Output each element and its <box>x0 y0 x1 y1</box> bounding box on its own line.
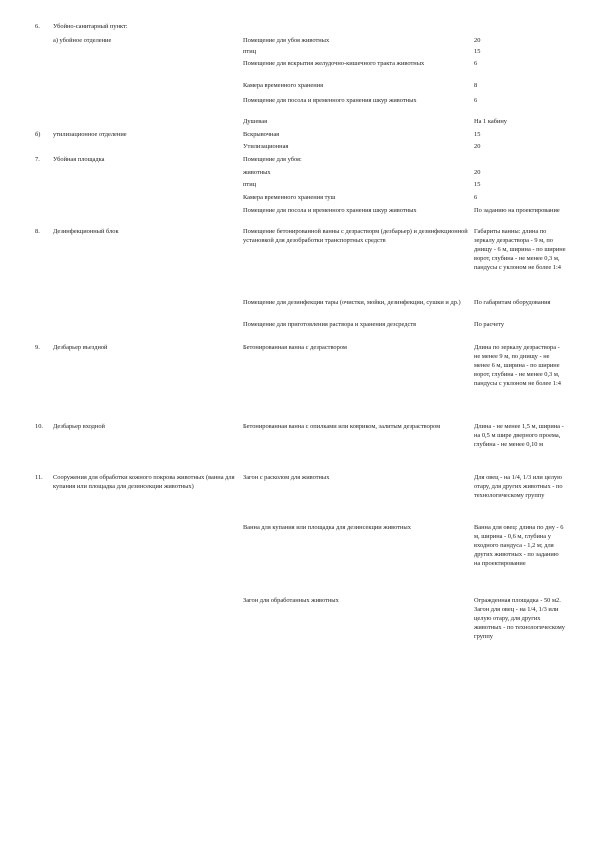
room-name: Загон с расколом для животных <box>243 474 330 481</box>
area-value: 8 <box>474 82 478 89</box>
item-number: 9. <box>35 344 40 351</box>
facility-name: Сооружения для обработки кожного покрова животных (ванна для купания или площадка для дезинсекции животных) <box>53 474 235 490</box>
room-name: Вскрывочная <box>243 131 280 138</box>
room-name: птиц <box>243 181 257 188</box>
area-value: 15 <box>474 181 481 188</box>
facility-name: Убойная площадка <box>53 156 105 163</box>
room-name: Помещение для посола и временного хранения шкур животных <box>243 97 417 104</box>
facility-name: Дезбарьер входной <box>53 423 105 430</box>
room-name: Помещение для дезинфекции тары (очистки, мойки, дезинфекции, сушки и др.) <box>243 299 461 306</box>
room-name: Помещение бетонированной ванны с дезрастворм (дезбарьер) и дезинфекционной установкой для дезобработки транспортных средств <box>243 228 468 244</box>
room-name: Душевая <box>243 118 268 125</box>
area-value: По расчету <box>474 321 505 328</box>
area-value: Для овец - на 1/4, 1/3 или целую отару, для других животных - по технологическому группу <box>474 474 563 499</box>
area-value: Ванна для овец: длина по дну - 6 м, ширина - 0,6 м, глубина у входного пандуса - 1,2 м; для других животных - по заданию на проектирование <box>474 524 564 567</box>
area-value: Огражденная площадка - 50 м2. Загон для овец - на 1/4, 1/3 или целую отару, для других животных - по технологическому группу <box>474 597 565 640</box>
room-name: Камера временного хранения туш <box>243 194 336 201</box>
area-value: По заданию на проектирование <box>474 207 560 214</box>
item-number: 11. <box>35 474 43 481</box>
item-number: 10. <box>35 423 43 430</box>
room-name: птиц <box>243 48 257 55</box>
room-name: Помещение для посола и временного хранения шкур животных <box>243 207 417 214</box>
area-value: 20 <box>474 37 481 44</box>
room-name: Бетонированная ванна с дезраствором <box>243 344 347 351</box>
facility-name: а) убойное отделение <box>53 37 112 44</box>
area-value: 6 <box>474 60 478 67</box>
area-value: Длина - не менее 1,5 м, ширина - на 0,5 м шире дверного проема, глубина - не менее 0,10 м <box>474 423 564 448</box>
area-value: 6 <box>474 97 478 104</box>
item-number: б) <box>35 131 41 138</box>
room-name: Бетонированная ванна с опилками или ковриком, залитым дезраствором <box>243 423 441 430</box>
facility-name: Дезбарьер въездной <box>53 344 108 351</box>
room-name: Ванна для купания или площадка для дезинсекции животных <box>243 524 411 531</box>
area-value: 20 <box>474 169 481 176</box>
facility-name: Дезинфекционный блок <box>53 228 119 235</box>
area-value: 20 <box>474 143 481 150</box>
room-name: Утилизационная <box>243 143 289 150</box>
item-number: 8. <box>35 228 40 235</box>
area-value: На 1 кабину <box>474 118 507 125</box>
facility-name: утилизационное отделение <box>53 131 127 138</box>
area-value: 15 <box>474 131 481 138</box>
area-value: Габариты ванны: длина по зеркалу дезраствора - 9 м, по днищу - 6 м, ширина - по ширине ворот, глубина - не менее 0,3 м, пандусы с уклоном не более 1:4 <box>474 228 566 271</box>
room-name: Помещение для убоя животных <box>243 37 330 44</box>
room-name: Камера временного хранения <box>243 82 324 89</box>
room-name: Помещение для вскрытия желудочно-кишечного тракта животных <box>243 60 425 67</box>
area-value: 15 <box>474 48 481 55</box>
item-number: 7. <box>35 156 40 163</box>
room-name: животных <box>243 169 271 176</box>
room-name: Помещение для приготовления раствора и хранения дезсредств <box>243 321 417 328</box>
area-value: 6 <box>474 194 478 201</box>
area-value: По габаритам оборудования <box>474 299 551 306</box>
item-number: 6. <box>35 23 40 30</box>
facility-name: Убойно-санитарный пункт: <box>53 23 128 30</box>
area-value: Длина по зеркалу дезраствора - не менее 9 м, по днищу - не менее 6 м, ширина - по ширине ворот, глубина - не менее 0,3 м, пандусы с уклоном не более 1:4 <box>474 344 561 387</box>
room-name: Помещение для убоя: <box>243 156 302 163</box>
room-name: Загон для обработанных животных <box>243 597 339 604</box>
